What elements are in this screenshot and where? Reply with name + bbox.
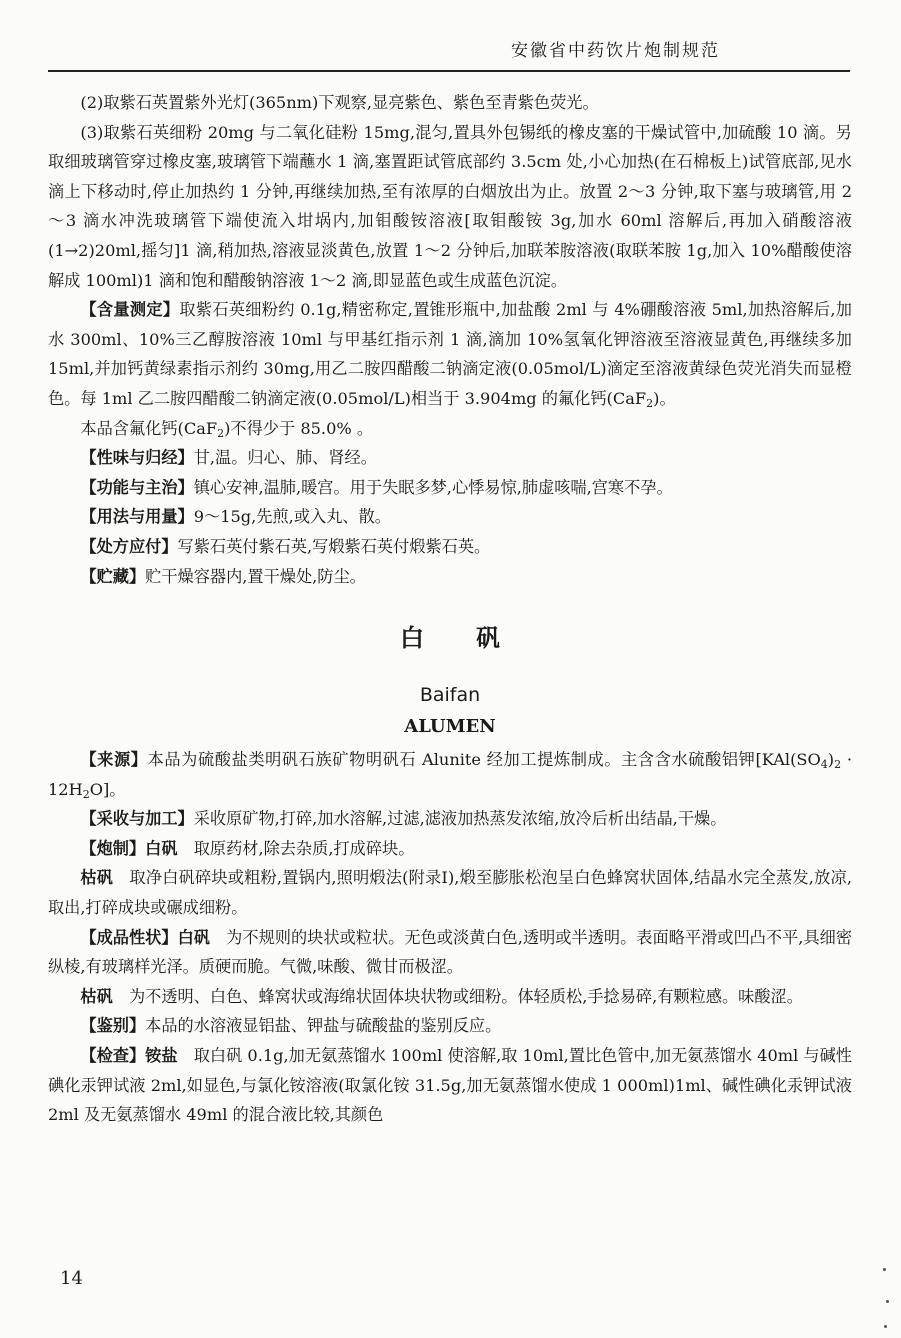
content-text-a: 本品含氟化钙(CaF xyxy=(80,418,218,438)
taste-label: 【性味与归经】 xyxy=(80,448,194,468)
source-text-d: O]。 xyxy=(89,779,126,799)
paragraph-usage xyxy=(48,502,852,532)
paragraph-content-limit xyxy=(48,414,852,444)
monograph-pinyin: Baifan xyxy=(419,684,481,707)
assay-subscript: 2 xyxy=(646,396,654,410)
function-text: 镇心安神,温肺,暖宫。用于失眠多梦,心悸易惊,肺虚咳喘,宫寒不孕。 xyxy=(193,477,673,497)
source-text-c: · 12H xyxy=(48,750,852,799)
source-subscript-1: 4 xyxy=(820,758,828,772)
paragraph-check xyxy=(48,1041,852,1130)
traits-dried-label: 枯矾 xyxy=(80,986,113,1006)
function-label: 【功能与主治】 xyxy=(80,477,194,497)
paragraph-storage xyxy=(48,562,852,592)
ident-label: 【鉴别】 xyxy=(80,1016,146,1036)
scan-speck xyxy=(884,1325,887,1328)
paragraph-uv-test: (2)取紫石英置紫外光灯(365nm)下观察,显亮紫色、紫色至青紫色荧光。 xyxy=(80,93,599,112)
assay-text-b: )。 xyxy=(653,388,676,408)
paragraph-taste xyxy=(48,443,852,473)
traits-label: 【成品性状】 xyxy=(80,927,178,947)
collect-label: 【采收与加工】 xyxy=(80,809,194,829)
page-number: 14 xyxy=(60,1268,83,1289)
paragraph-fluoride-test: (3)取紫石英细粉 20mg 与二氧化硅粉 15mg,混匀,置具外包锡纸的橡皮塞的干燥试管中,加硫酸 10 滴。另取细玻璃管穿过橡皮塞,玻璃管下端蘸水 1 滴,塞置距试管底部约 3.5cm 处,小心加热(在石棉板上)试管底部,见水滴上下移动时,停止加热约 1 分钟,再继续加热,至有浓厚的白烟放出为止。放置 2～3 分钟,取下塞与玻璃管,用 2～3 滴水冲洗玻璃管下端使流入坩埚内,加钼酸铵溶液[取钼酸铵 3g,加水 60ml 溶解后,再加入硝酸溶液(1→2)20ml,摇匀]1 滴,稍加热,溶液显淡黄色,放置 1～2 分钟后,加联苯胺溶液(取联苯胺 1g,加入 10%醋酸使溶解成 100ml)1 滴和饱和醋酸钠溶液 1～2 滴,即显蓝色或生成蓝色沉淀。 xyxy=(48,122,852,290)
dried-text: 取净白矾碎块或粗粉,置锅内,照明煅法(附录Ⅰ),煅至膨胀松泡呈白色蜂窝状固体,结晶水完全蒸发,放凉,取出,打碎成块或碾成细粉。 xyxy=(48,868,852,918)
process-text: 取原药材,除去杂质,打成碎块。 xyxy=(177,838,415,858)
paragraph-assay xyxy=(48,295,852,413)
source-label: 【来源】 xyxy=(80,750,148,770)
page-body xyxy=(48,88,852,1130)
storage-label: 【贮藏】 xyxy=(80,566,146,586)
source-subscript-2: 2 xyxy=(834,758,842,772)
paragraph-identification xyxy=(48,1011,852,1041)
ident-text: 本品的水溶液显铝盐、钾盐与硫酸盐的鉴别反应。 xyxy=(145,1016,502,1036)
paragraph-dried-alum xyxy=(48,863,852,922)
process-label: 【炮制】 xyxy=(80,838,146,858)
rx-text: 写紫石英付紫石英,写煅紫石英付煅紫石英。 xyxy=(177,536,491,556)
scan-speck xyxy=(883,1268,886,1271)
source-subscript-3: 2 xyxy=(82,787,90,801)
usage-text: 9～15g,先煎,或入丸、散。 xyxy=(193,507,391,527)
content-subscript: 2 xyxy=(217,426,225,440)
monograph-title: 白矾 xyxy=(400,624,552,653)
paragraph-source xyxy=(48,745,852,804)
check-sub-label: 铵盐 xyxy=(145,1046,178,1066)
collect-text: 采收原矿物,打碎,加水溶解,过滤,滤液加热蒸发浓缩,放冷后析出结晶,干燥。 xyxy=(193,809,727,829)
paragraph-processing xyxy=(48,834,852,864)
storage-text: 贮干燥容器内,置干燥处,防尘。 xyxy=(145,566,366,586)
check-label: 【检查】 xyxy=(80,1046,146,1066)
traits-sub-label: 白矾 xyxy=(177,927,210,947)
assay-label: 【含量测定】 xyxy=(80,300,180,320)
dried-label: 枯矾 xyxy=(80,868,114,888)
content-text-b: )不得少于 85.0% 。 xyxy=(224,418,374,438)
paragraph-traits-dried xyxy=(48,982,852,1012)
paragraph-function xyxy=(48,473,852,503)
process-sub-label: 白矾 xyxy=(145,838,178,858)
scan-speck xyxy=(886,1300,889,1303)
taste-text: 甘,温。归心、肺、肾经。 xyxy=(193,448,377,468)
rx-label: 【处方应付】 xyxy=(80,536,178,556)
traits-dried-text: 为不透明、白色、蜂窝状或海绵状固体块状物或细粉。体轻质松,手捻易碎,有颗粒感。味酸涩。 xyxy=(112,986,803,1006)
usage-label: 【用法与用量】 xyxy=(80,507,194,527)
paragraph-prescription xyxy=(48,532,852,562)
paragraph-traits xyxy=(48,923,852,982)
source-text-b: ) xyxy=(827,750,835,770)
paragraph-collection xyxy=(48,804,852,834)
source-text-a: 本品为硫酸盐类明矾石族矿物明矾石 Alunite 经加工提炼制成。主含含水硫酸铝钾[KAl(SO xyxy=(147,750,821,770)
monograph-latin: ALUMEN xyxy=(404,716,496,738)
traits-text: 为不规则的块状或粒状。无色或淡黄白色,透明或半透明。表面略平滑或凹凸不平,具细密纵棱,有玻璃样光泽。质硬而脆。气微,味酸、微甘而极涩。 xyxy=(48,927,853,977)
running-header xyxy=(48,30,850,72)
assay-text-a: 取紫石英细粉约 0.1g,精密称定,置锥形瓶中,加盐酸 2ml 与 4%硼酸溶液 5ml,加热溶解后,加水 300ml、10%三乙醇胺溶液 10ml 与甲基红指示剂 1 滴,滴加 10%氢氧化钾溶液至溶液显黄色,再继续多加 15ml,并加钙黄绿素指示剂约 30mg,用乙二胺四醋酸二钠滴定液(0.05mol/L)滴定至溶液黄绿色荧光消失而显橙色。每 1ml 乙二胺四醋酸二钠滴定液(0.05mol/L)相当于 3.904mg 的氟化钙(CaF xyxy=(48,300,852,408)
check-text: 取白矾 0.1g,加无氨蒸馏水 100ml 使溶解,取 10ml,置比色管中,加无氨蒸馏水 40ml 与碱性碘化汞钾试液 2ml,如显色,与氯化铵溶液(取氯化铵 31.5g,加无氨蒸馏水使成 1 000ml)1ml、碱性碘化汞钾试液 2ml 及无氨蒸馏水 49ml 的混合液比较,其颜色 xyxy=(48,1046,852,1125)
header-title: 安徽省中药饮片炮制规范 xyxy=(511,41,720,61)
